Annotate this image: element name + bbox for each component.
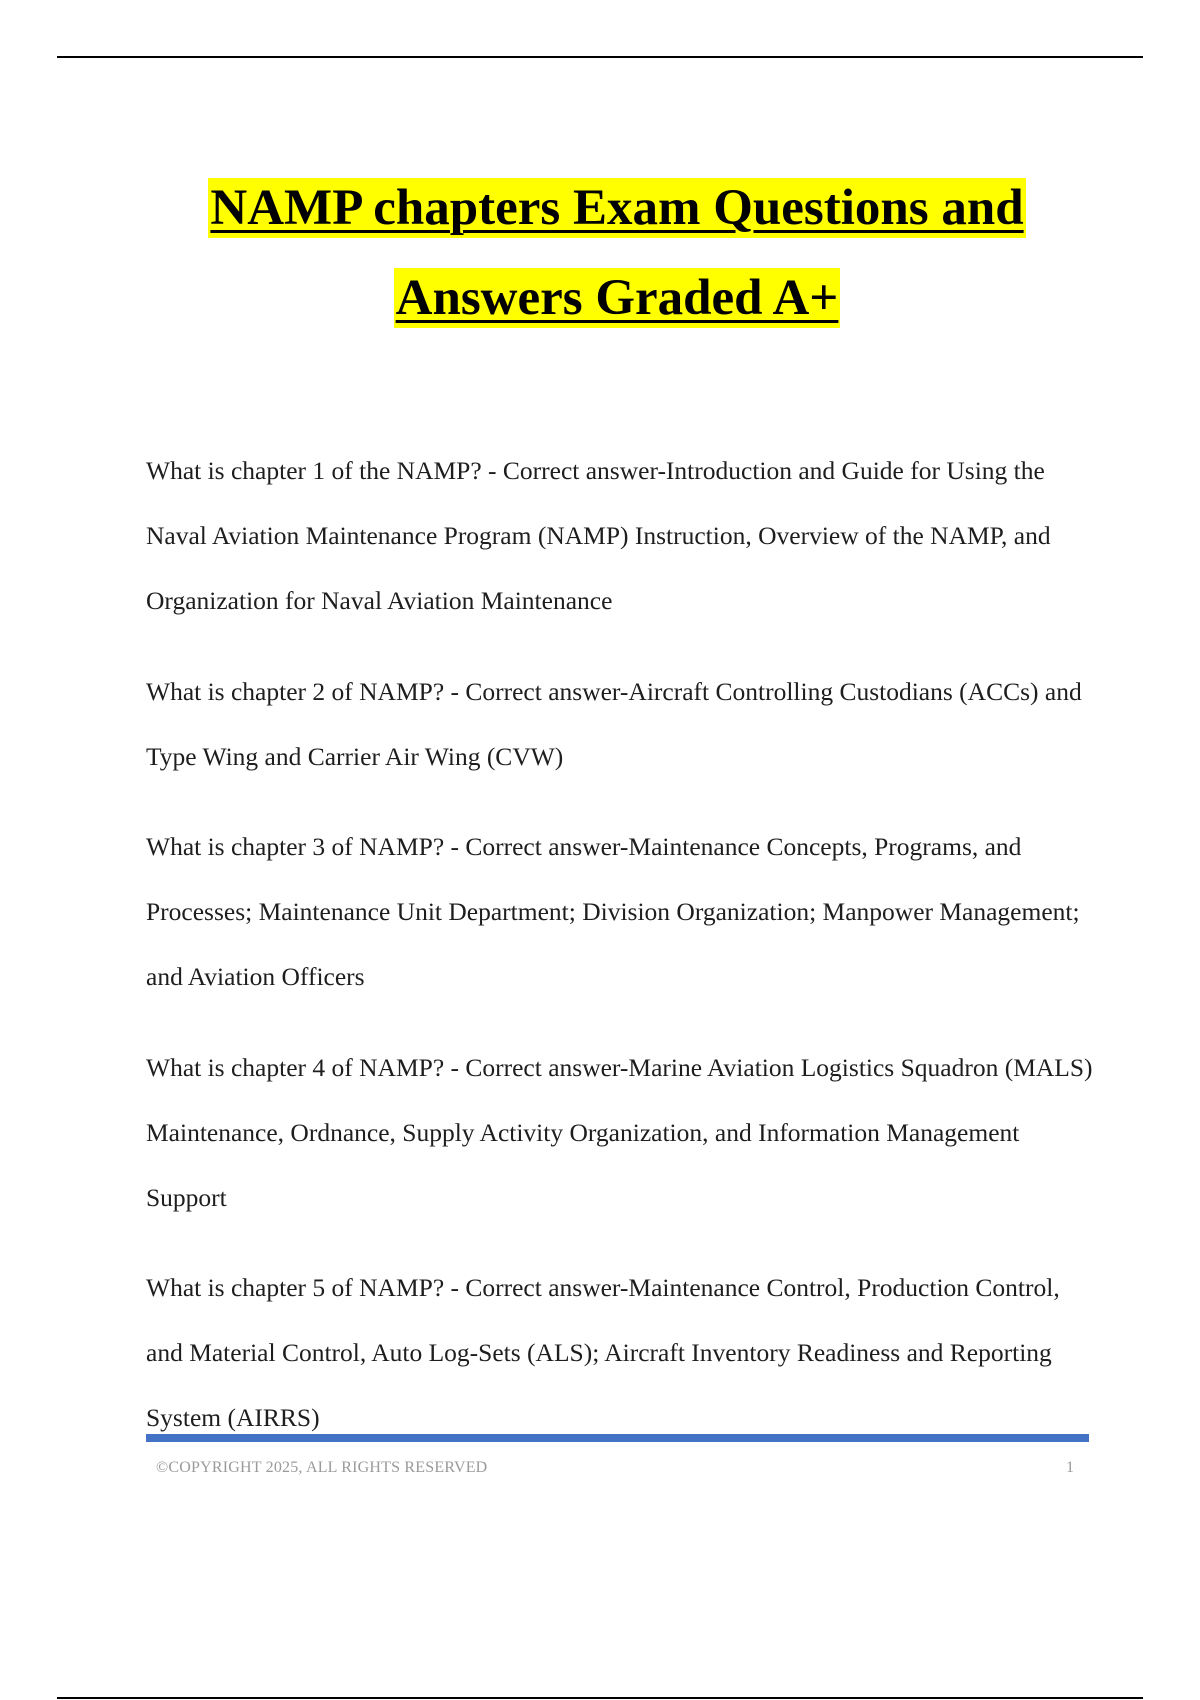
qa-item-chapter-5: What is chapter 5 of NAMP? - Correct answer-Maintenance Control, Production Control, and Material Control, Auto Log-Sets (ALS); Aircraft Inventory Readiness and Reporting System (AIRRS): [146, 1273, 1060, 1432]
title-line-1: NAMP chapters Exam Questions and: [210, 180, 1024, 236]
footer-copyright: ©COPYRIGHT 2025, ALL RIGHTS RESERVED: [156, 1459, 488, 1476]
qa-list: [146, 438, 1096, 1462]
page-title: [0, 178, 1200, 328]
title-line-2: Answers Graded A+: [395, 270, 839, 326]
qa-item-chapter-3: What is chapter 3 of NAMP? - Correct answer-Maintenance Concepts, Programs, and Processes; Maintenance Unit Department; Division Organization; Manpower Management; and Aviation Officers: [146, 832, 1080, 991]
top-rule: [57, 56, 1143, 58]
footer-bar: [146, 1434, 1089, 1442]
qa-item-chapter-4: What is chapter 4 of NAMP? - Correct answer-Marine Aviation Logistics Squadron (MALS) Maintenance, Ordnance, Supply Activity Organization, and Information Management Support: [146, 1052, 1093, 1212]
qa-item-chapter-2: What is chapter 2 of NAMP? - Correct answer-Aircraft Controlling Custodians (ACCs) and Type Wing and Carrier Air Wing (CVW): [146, 676, 1082, 771]
qa-item-chapter-1: What is chapter 1 of the NAMP? - Correct answer-Introduction and Guide for Using the Naval Aviation Maintenance Program (NAMP) Instruction, Overview of the NAMP, and Organization for Naval Aviation Maintenance: [146, 456, 1051, 615]
footer-page-number: 1: [1066, 1459, 1074, 1476]
bottom-rule: [57, 1697, 1143, 1699]
